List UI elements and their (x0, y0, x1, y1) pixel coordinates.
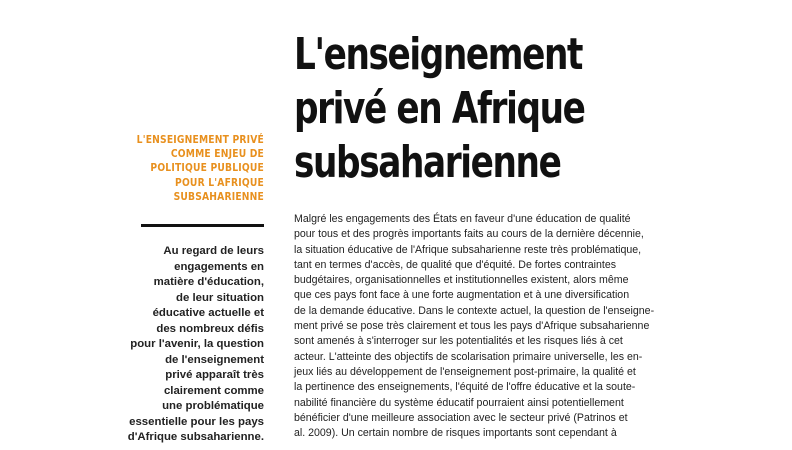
title-line: subsaharienne (294, 137, 561, 188)
body-line: budgétaires, organisationnelles et institutionnelles existent, alors même (294, 274, 629, 287)
body-line: que ces pays font face à une forte augmentation et à une diversification (294, 289, 630, 302)
body-line: la situation éducative de l'Afrique subsaharienne reste très problématique, (294, 243, 642, 256)
abstract-line: Au regard de leurs (163, 245, 264, 257)
body-line: de la demande éducative. Dans le contexte actuel, la question de l'enseigne- (294, 304, 655, 317)
kicker-line: SUBSAHARIENNE (173, 191, 264, 203)
abstract-line: une problématique (162, 400, 264, 412)
kicker-line: L'ENSEIGNEMENT PRIVÉ (136, 135, 264, 146)
body-line: acteur. L'atteinte des objectifs de scolarisation primaire universelle, les en- (294, 350, 643, 363)
abstract-line: d'Afrique subsaharienne. (127, 431, 264, 443)
abstract-line: essentielle pour les pays (129, 415, 264, 428)
abstract-line: des nombreux défis (156, 322, 264, 335)
body-line: jeux liés au développement de l'enseignement post-primaire, la qualité et (294, 365, 636, 378)
kicker-line: POLITIQUE PUBLIQUE (150, 163, 264, 175)
abstract-line: pour l'avenir, la question (130, 338, 264, 350)
kicker-line: COMME ENJEU DE (170, 149, 264, 161)
body-line: bénéficier d'une meilleure association avec le secteur privé (Patrinos et (294, 411, 628, 424)
body-line: sont amenés à s'interroger sur les potentialités et les risques liés à cet (294, 335, 623, 348)
section-kicker (118, 134, 264, 205)
sidebar-divider (141, 224, 264, 227)
title-line: privé en Afrique (294, 83, 585, 134)
body-line: nabilité financière du système éducatif pourraient ainsi potentiellement (294, 396, 624, 409)
abstract-line: matière d'éducation, (153, 276, 264, 288)
title-line: L'enseignement (294, 29, 583, 80)
abstract-line: clairement comme (163, 384, 264, 397)
body-line: Malgré les engagements des États en faveur d'une éducation de qualité (294, 213, 631, 225)
sidebar-abstract (118, 244, 264, 446)
article-body (294, 212, 742, 441)
kicker-line: POUR L'AFRIQUE (175, 177, 264, 189)
body-line: tant en termes d'accès, de qualité que d'équité. De fortes contraintes (294, 258, 617, 271)
body-line: ment privé se pose très clairement et tous les pays d'Afrique subsaharienne (294, 320, 650, 333)
body-line: pour tous et des progrès importants faits au cours de la dernière décennie, (294, 228, 644, 241)
abstract-line: engagements en (174, 260, 264, 273)
abstract-line: privé apparaît très (165, 369, 264, 381)
abstract-line: de leur situation (176, 291, 264, 304)
abstract-line: de l'enseignement (165, 353, 264, 366)
abstract-line: éducative actuelle et (152, 307, 264, 319)
article-title (294, 28, 637, 190)
body-line: al. 2009). Un certain nombre de risques importants sont cependant à (294, 427, 617, 440)
body-line: la pertinence des enseignements, l'équité de l'offre éducative et la soute- (294, 381, 636, 394)
